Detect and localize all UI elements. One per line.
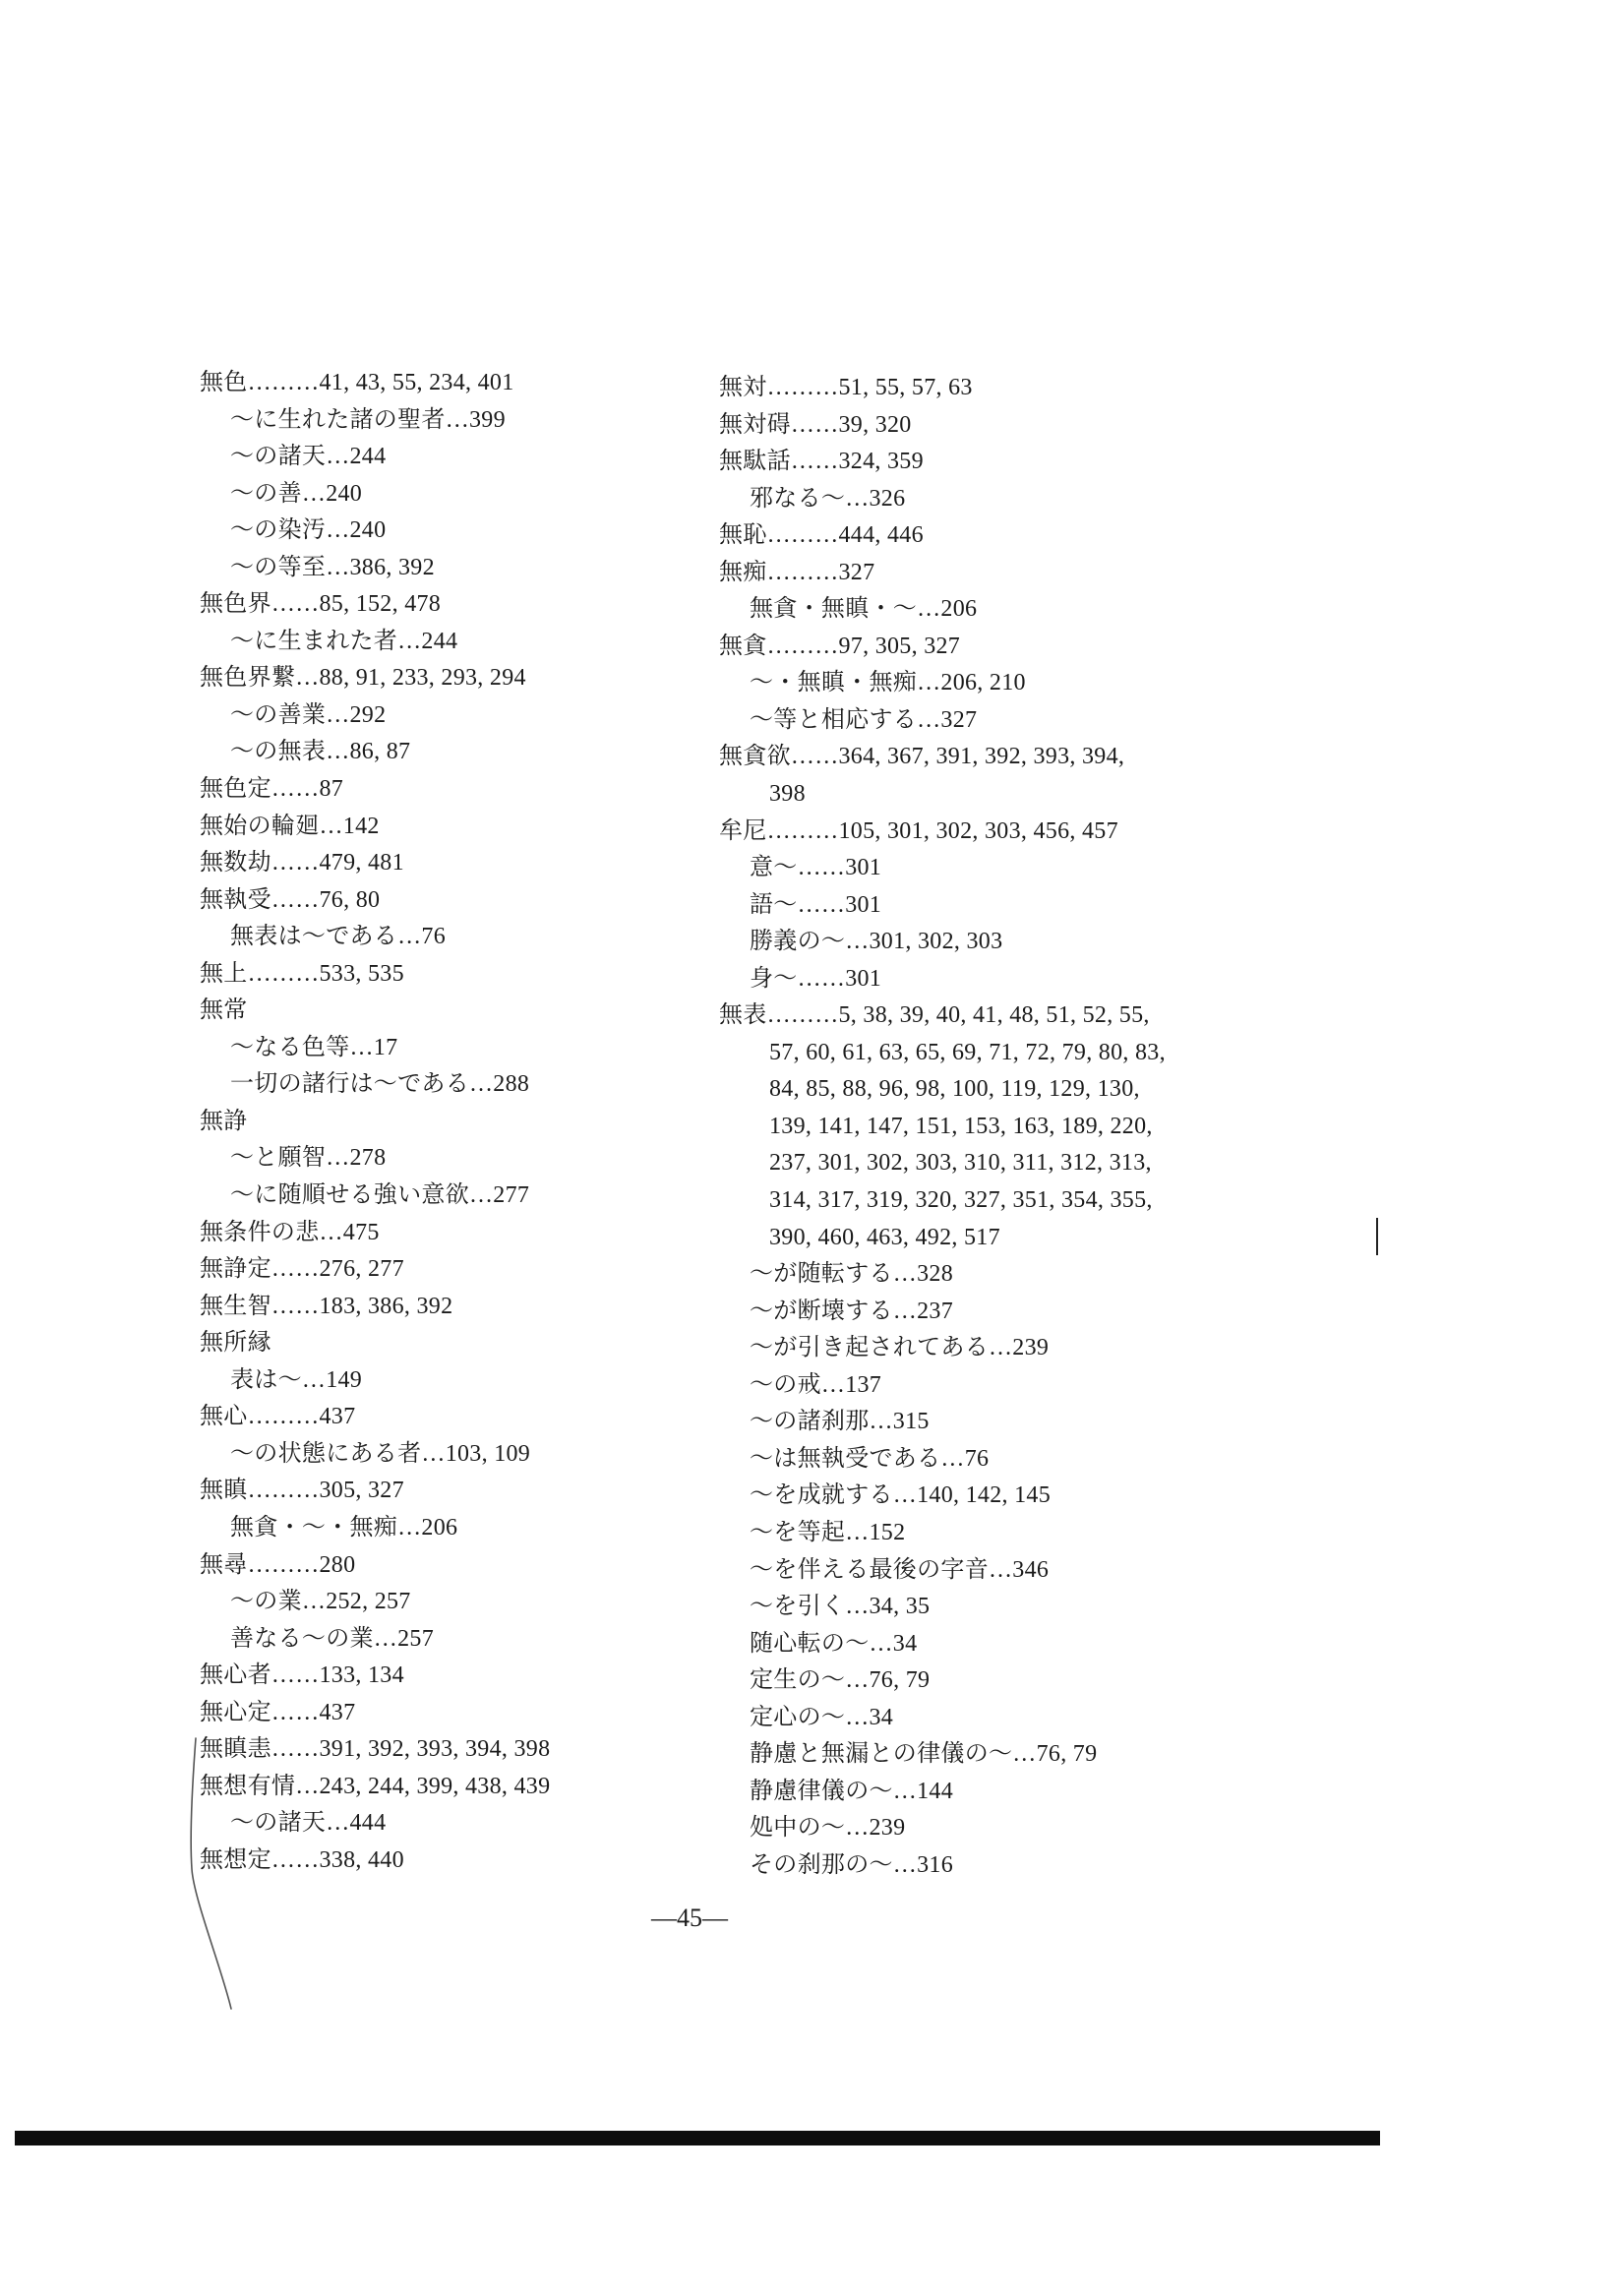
index-entry: 無執受……76, 80 <box>200 886 381 913</box>
index-subentry: 〜の諸刹那…315 <box>750 1409 930 1435</box>
index-subentry: その刹那の〜…316 <box>750 1851 953 1878</box>
index-subentry: 〜に生れた諸の聖者…399 <box>230 406 506 433</box>
index-entry: 無諍定……276, 277 <box>200 1256 404 1283</box>
index-subentry: 〜・無瞋・無痴…206, 210 <box>750 670 1026 696</box>
index-entry: 無色定……87 <box>200 776 344 803</box>
index-subentry: 〜の善業…292 <box>230 701 387 728</box>
index-subentry: 〜を伴える最後の字音…346 <box>750 1556 1050 1583</box>
index-subentry: 〜と願智…278 <box>230 1145 387 1172</box>
index-entry: 無心定……437 <box>200 1699 356 1725</box>
index-subentry: 〜等と相応する…327 <box>750 706 978 733</box>
index-subentry: 〜が随転する…328 <box>750 1261 953 1288</box>
index-entry: 無心者……133, 134 <box>200 1662 404 1689</box>
index-entry: 無瞋恚……391, 392, 393, 394, 398 <box>200 1736 551 1763</box>
index-subentry: 定生の〜…76, 79 <box>750 1667 931 1694</box>
index-subentry: 一切の諸行は〜である…288 <box>230 1071 530 1098</box>
index-subentry: 〜が引き起されてある…239 <box>750 1335 1050 1361</box>
index-continuation: 390, 460, 463, 492, 517 <box>769 1224 1000 1250</box>
index-subentry: 表は〜…149 <box>230 1366 363 1393</box>
page-number: —45— <box>651 1903 728 1932</box>
index-subentry: 〜を引く…34, 35 <box>750 1594 931 1620</box>
index-subentry: 〜に生まれた者…244 <box>230 628 458 654</box>
index-entry: 無痴………327 <box>719 559 875 585</box>
index-subentry: 定心の〜…34 <box>750 1704 894 1730</box>
index-entry: 無色界繋…88, 91, 233, 293, 294 <box>200 665 526 692</box>
index-entry: 無常 <box>200 997 248 1024</box>
index-subentry: 意〜……301 <box>750 855 882 881</box>
index-column-right <box>719 370 1309 1884</box>
index-subentry: 無貪・〜・無痴…206 <box>230 1514 458 1541</box>
index-continuation: 84, 85, 88, 96, 98, 100, 119, 129, 130, <box>769 1076 1140 1103</box>
index-subentry: 無貪・無瞋・〜…206 <box>750 596 978 623</box>
index-entry: 無尋………280 <box>200 1551 356 1578</box>
index-subentry: 邪なる〜…326 <box>750 485 906 512</box>
pencil-mark <box>182 1731 241 2017</box>
index-entry: 無色界……85, 152, 478 <box>200 591 442 618</box>
index-subentry: 〜なる色等…17 <box>230 1034 398 1060</box>
index-subentry: 〜の諸天…444 <box>230 1810 387 1837</box>
index-entry: 無瞋………305, 327 <box>200 1478 404 1504</box>
index-entry: 無上………533, 535 <box>200 960 404 987</box>
index-continuation: 237, 301, 302, 303, 310, 311, 312, 313, <box>769 1150 1152 1177</box>
index-subentry: 〜の等至…386, 392 <box>230 554 435 580</box>
index-entry: 無表………5, 38, 39, 40, 41, 48, 51, 52, 55, <box>719 1002 1150 1029</box>
index-column-left <box>200 365 711 1879</box>
index-entry: 無貪欲……364, 367, 391, 392, 393, 394, <box>719 744 1125 770</box>
index-subentry: 静慮と無漏との律儀の〜…76, 79 <box>750 1741 1098 1768</box>
index-entry: 無色………41, 43, 55, 234, 401 <box>200 370 514 395</box>
index-subentry: 〜の諸天…244 <box>230 444 387 470</box>
index-subentry: 処中の〜…239 <box>750 1815 906 1842</box>
index-subentry: 〜は無執受である…76 <box>750 1445 990 1472</box>
index-subentry: 〜の善…240 <box>230 480 363 507</box>
index-subentry: 〜の戒…137 <box>750 1371 882 1398</box>
index-entry: 無諍 <box>200 1108 248 1134</box>
index-subentry: 〜の無表…86, 87 <box>230 739 411 765</box>
index-entry: 無条件の悲…475 <box>200 1219 380 1245</box>
index-subentry: 静慮律儀の〜…144 <box>750 1778 953 1804</box>
index-subentry: 語〜……301 <box>750 891 882 918</box>
index-subentry: 〜を等起…152 <box>750 1519 906 1545</box>
index-subentry: 〜の状態にある者…103, 109 <box>230 1440 531 1467</box>
index-entry: 無想定……338, 440 <box>200 1846 404 1873</box>
index-subentry: 〜の業…252, 257 <box>230 1589 411 1615</box>
index-continuation: 314, 317, 319, 320, 327, 351, 354, 355, <box>769 1187 1153 1214</box>
index-subentry: 勝義の〜…301, 302, 303 <box>750 929 1003 955</box>
index-subentry: 無表は〜である…76 <box>230 924 446 950</box>
index-entry: 牟尼………105, 301, 302, 303, 456, 457 <box>719 817 1118 844</box>
index-subentry: 善なる〜の業…257 <box>230 1625 434 1652</box>
index-continuation: 57, 60, 61, 63, 65, 69, 71, 72, 79, 80, 83, <box>769 1039 1166 1065</box>
index-subentry: 身〜……301 <box>750 965 882 992</box>
margin-mark <box>1376 1218 1378 1255</box>
index-entry: 無対………51, 55, 57, 63 <box>719 375 973 400</box>
index-continuation: 398 <box>769 781 806 808</box>
index-subentry: 随心転の〜…34 <box>750 1630 918 1657</box>
index-entry: 無対碍……39, 320 <box>719 411 912 438</box>
index-entry: 無数劫……479, 481 <box>200 850 404 876</box>
index-entry: 無始の輪廻…142 <box>200 813 380 839</box>
index-subentry: 〜が断壊する…237 <box>750 1298 953 1324</box>
index-entry: 無心………437 <box>200 1404 356 1430</box>
index-entry: 無所縁 <box>200 1330 271 1357</box>
index-entry: 無貪………97, 305, 327 <box>719 633 961 659</box>
scan-edge-bar <box>15 2131 1380 2145</box>
index-subentry: 〜に随順せる強い意欲…277 <box>230 1182 530 1209</box>
index-continuation: 139, 141, 147, 151, 153, 163, 189, 220, <box>769 1113 1153 1139</box>
index-entry: 無想有情…243, 244, 399, 438, 439 <box>200 1773 551 1799</box>
index-subentry: 〜の染汚…240 <box>230 517 387 544</box>
index-entry: 無恥………444, 446 <box>719 522 924 549</box>
index-entry: 無駄話……324, 359 <box>719 449 924 475</box>
index-subentry: 〜を成就する…140, 142, 145 <box>750 1482 1051 1509</box>
index-entry: 無生智……183, 386, 392 <box>200 1293 453 1319</box>
